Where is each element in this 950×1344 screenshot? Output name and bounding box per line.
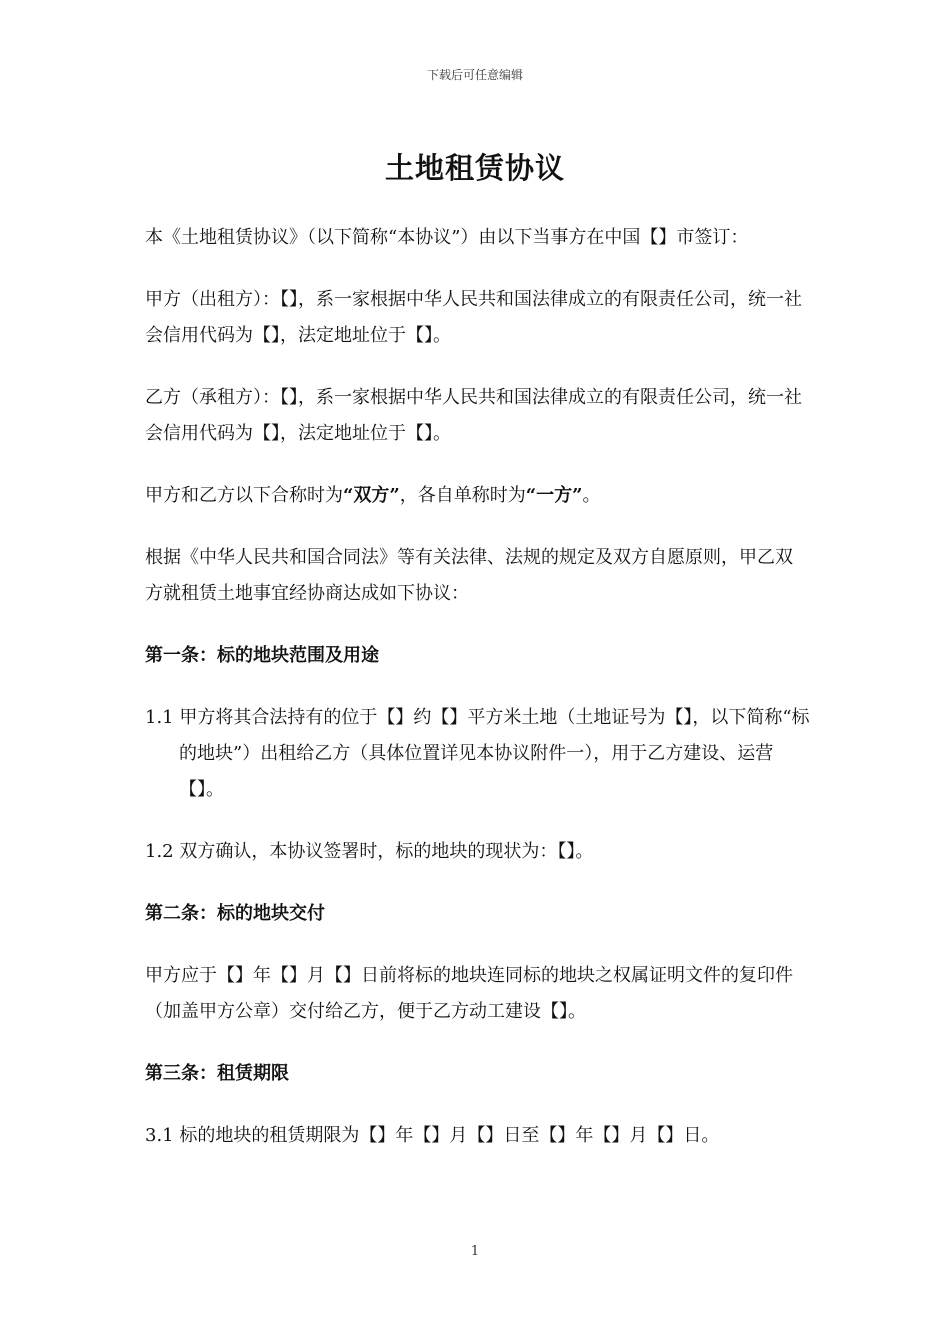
clause-3-1: 3.1 标的地块的租赁期限为【】年【】月【】日至【】年【】月【】日。 [145,1125,720,1146]
article-3-heading: 第三条：租赁期限 [145,1063,289,1084]
page-number: 1 [470,1244,480,1259]
collective-suffix: 。 [582,485,601,506]
party-b-paragraph: 乙方（承租方）：【】，系一家根据中华人民共和国法律成立的有限责任公司，统一社会信用代码为【】，法定地址位于【】。 [145,387,802,444]
header-note: 下载后可任意编辑 [426,68,523,82]
party-a-paragraph: 甲方（出租方）：【】，系一家根据中华人民共和国法律成立的有限责任公司，统一社会信用代码为【】，法定地址位于【】。 [145,289,802,346]
article-2-paragraph: 甲方应于【】年【】月【】日前将标的地块连同标的地块之权属证明文件的复印件（加盖甲方公章）交付给乙方，便于乙方动工建设【】。 [145,965,793,1022]
document-body [145,220,810,1180]
article-1-heading: 第一条：标的地块范围及用途 [145,645,379,666]
clause-1-1: 1.1 甲方将其合法持有的位于【】约【】平方米土地（土地证号为【】，以下简称“标的地块”）出租给乙方（具体位置详见本协议附件一），用于乙方建设、运营【】。 [145,707,810,800]
one-party-term: “一方” [525,485,583,506]
collective-prefix: 甲方和乙方以下合称时为 [145,485,343,506]
intro-paragraph: 本《土地租赁协议》（以下简称“本协议”）由以下当事方在中国【】市签订： [145,227,749,248]
legal-basis-paragraph: 根据《中华人民共和国合同法》等有关法律、法规的规定及双方自愿原则，甲乙双方就租赁土地事宜经协商达成如下协议： [145,547,793,604]
collective-middle: ，各自单称时为 [399,485,526,506]
document-title: 土地租赁协议 [384,151,565,185]
clause-1-2: 1.2 双方确认，本协议签署时，标的地块的现状为：【】。 [145,841,594,862]
collective-term-paragraph [145,478,810,514]
article-2-heading: 第二条：标的地块交付 [145,903,325,924]
both-parties-term: “双方” [343,485,400,506]
